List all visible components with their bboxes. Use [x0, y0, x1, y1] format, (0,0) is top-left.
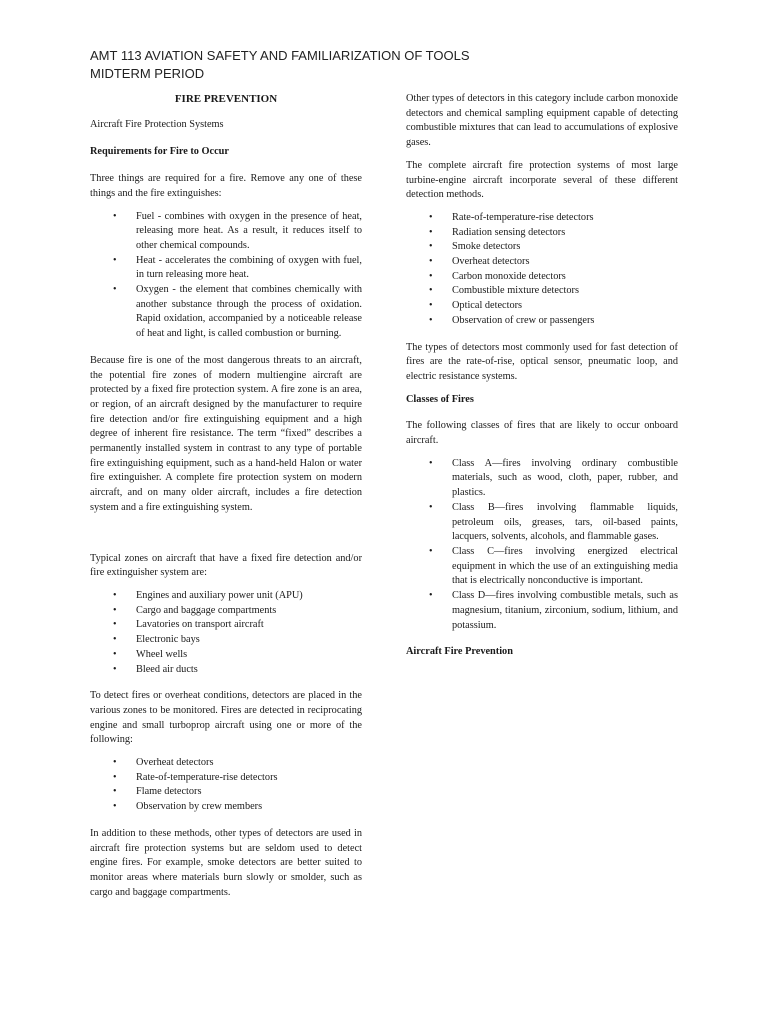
bullet-icon: • — [113, 771, 117, 783]
heading-classes-of-fires: Classes of Fires — [406, 393, 474, 405]
list-item: • Wheel wells — [90, 648, 362, 663]
period-label: MIDTERM PERIOD — [90, 66, 205, 81]
bullet-icon: • — [113, 210, 117, 222]
bullet-icon: • — [429, 270, 433, 282]
list-item: • Rate-of-temperature-rise detectors — [90, 771, 362, 786]
list-item: • Class A—fires involving ordinary combustible materials, such as wood, cloth, paper, rubber, and plastics. — [429, 457, 678, 499]
paragraph-large-aircraft: The complete aircraft fire protection systems of most large turbine-engine aircraft incorporate several of these different detection methods. — [406, 159, 678, 201]
bullet-icon: • — [113, 786, 117, 798]
list-item: • Optical detectors — [406, 299, 678, 314]
list-item: • Engines and auxiliary power unit (APU) — [90, 589, 362, 604]
bullet-icon: • — [429, 211, 433, 223]
list-item: • Class C—fires involving energized electrical equipment in which the use of an extinguishing media that is electrically nonconductive is important. — [429, 545, 678, 587]
bullet-icon: • — [429, 285, 433, 297]
bullet-icon: • — [113, 757, 117, 769]
bullet-icon: • — [113, 648, 117, 660]
paragraph-typical-zones: Typical zones on aircraft that have a fixed fire detection and/or fire extinguisher system are: — [90, 552, 362, 579]
zones-list — [90, 589, 362, 677]
list-item: • Cargo and baggage compartments — [90, 604, 362, 619]
list-item: • Radiation sensing detectors — [406, 226, 678, 241]
list-item: • Overheat detectors — [406, 255, 678, 270]
bullet-icon: • — [113, 663, 117, 675]
list-item: • Combustible mixture detectors — [406, 284, 678, 299]
bullet-icon: • — [429, 457, 433, 469]
bullet-icon: • — [113, 254, 117, 266]
bullet-icon: • — [429, 226, 433, 238]
bullet-icon: • — [429, 545, 433, 557]
bullet-icon: • — [113, 589, 117, 601]
bullet-icon: • — [429, 241, 433, 253]
bullet-icon: • — [113, 634, 117, 646]
bullet-icon: • — [429, 590, 433, 602]
paragraph-fire-zones: Because fire is one of the most dangerous threats to an aircraft, the potential fire zones of modern multiengine aircraft are protected by a fixed fire protection system. A fire zone is an area, or region, of an aircraft designed by the manufacturer to require fire detection and/or fire extinguishing equipment and a high degree of inherent fire resistance. The term “fixed” describes a permanently installed system in contrast to any type of portable fire extinguishing equipment, such as a hand-held Halon or water fire extinguisher. A complete fire protection system on modern aircraft, and on many older aircraft, includes a fire detection system and a fire extinguishing system. — [90, 354, 362, 513]
detectors-large-list — [406, 211, 678, 329]
list-item: • Flame detectors — [90, 785, 362, 800]
course-title: AMT 113 AVIATION SAFETY AND FAMILIARIZATION OF TOOLS — [90, 48, 470, 63]
list-item: • Rate-of-temperature-rise detectors — [406, 211, 678, 226]
bullet-icon: • — [429, 256, 433, 268]
right-column — [406, 92, 678, 672]
bullet-icon: • — [429, 300, 433, 312]
bullet-icon: • — [429, 314, 433, 326]
list-item: • Fuel - combines with oxygen in the presence of heat, releasing more heat. As a result, it reduces itself to other chemical compounds. — [113, 210, 362, 251]
section-title: FIRE PREVENTION — [174, 93, 278, 105]
paragraph-detect-fires: To detect fires or overheat conditions, detectors are placed in the various zones to be monitored. Fires are detected in reciprocating engine and small turboprop aircraft using one or more of the following: — [90, 690, 362, 746]
list-item: • Bleed air ducts — [90, 663, 362, 678]
bullet-icon: • — [113, 619, 117, 631]
detectors-small-list — [90, 756, 362, 815]
bullet-icon: • — [113, 604, 117, 616]
list-item: • Overheat detectors — [90, 756, 362, 771]
list-item: • Class D—fires involving combustible metals, such as magnesium, titanium, zirconium, sodium, lithium, and potassium. — [429, 590, 678, 631]
list-item: • Smoke detectors — [406, 240, 678, 255]
list-item: • Lavatories on transport aircraft — [90, 618, 362, 633]
list-item: • Oxygen - the element that combines chemically with another substance through the process of oxidation. Rapid oxidation, accompanied by a noticeable release of heat and light, is called combustion or burning. — [113, 284, 362, 340]
list-item: • Class B—fires involving flammable liquids, petroleum oils, greases, tars, oil-based paints, lacquers, solvents, alcohols, and flammable gases. — [429, 501, 678, 543]
paragraph-fast-detection: The types of detectors most commonly used for fast detection of fires are the rate-of-rise, optical sensor, pneumatic loop, and electric resistance systems. — [406, 341, 678, 382]
left-column — [90, 92, 362, 908]
paragraph-other-detectors: Other types of detectors in this category include carbon monoxide detectors and chemical sampling equipment capable of detecting combustible mixtures that can lead to accumulations of explosive gases. — [406, 93, 678, 149]
list-item: • Heat - accelerates the combining of oxygen with fuel, in turn releasing more heat. — [113, 254, 362, 281]
bullet-icon: • — [429, 501, 433, 513]
fire-classes-list — [406, 457, 678, 633]
document-header — [90, 47, 470, 83]
paragraph-classes-intro: The following classes of fires that are likely to occur onboard aircraft. — [406, 420, 678, 447]
list-item: • Electronic bays — [90, 633, 362, 648]
paragraph-intro: Three things are required for a fire. Remove any one of these things and the fire extinguishes: — [90, 173, 362, 199]
list-item: • Observation of crew or passengers — [406, 314, 678, 329]
list-item: • Observation by crew members — [90, 800, 362, 815]
paragraph-other-methods: In addition to these methods, other types of detectors are used in aircraft fire protection systems but are seldom used to detect engine fires. For example, smoke detectors are better suited to monitor areas where materials burn slowly or smolder, such as cargo and baggage compartments. — [90, 827, 362, 898]
bullet-icon: • — [113, 284, 117, 296]
bullet-icon: • — [113, 801, 117, 813]
heading-aircraft-fire-prevention: Aircraft Fire Prevention — [406, 646, 513, 658]
heading-requirements: Requirements for Fire to Occur — [90, 146, 229, 158]
section-subtitle: Aircraft Fire Protection Systems — [90, 118, 224, 130]
requirements-list — [90, 210, 362, 342]
list-item: • Carbon monoxide detectors — [406, 270, 678, 285]
